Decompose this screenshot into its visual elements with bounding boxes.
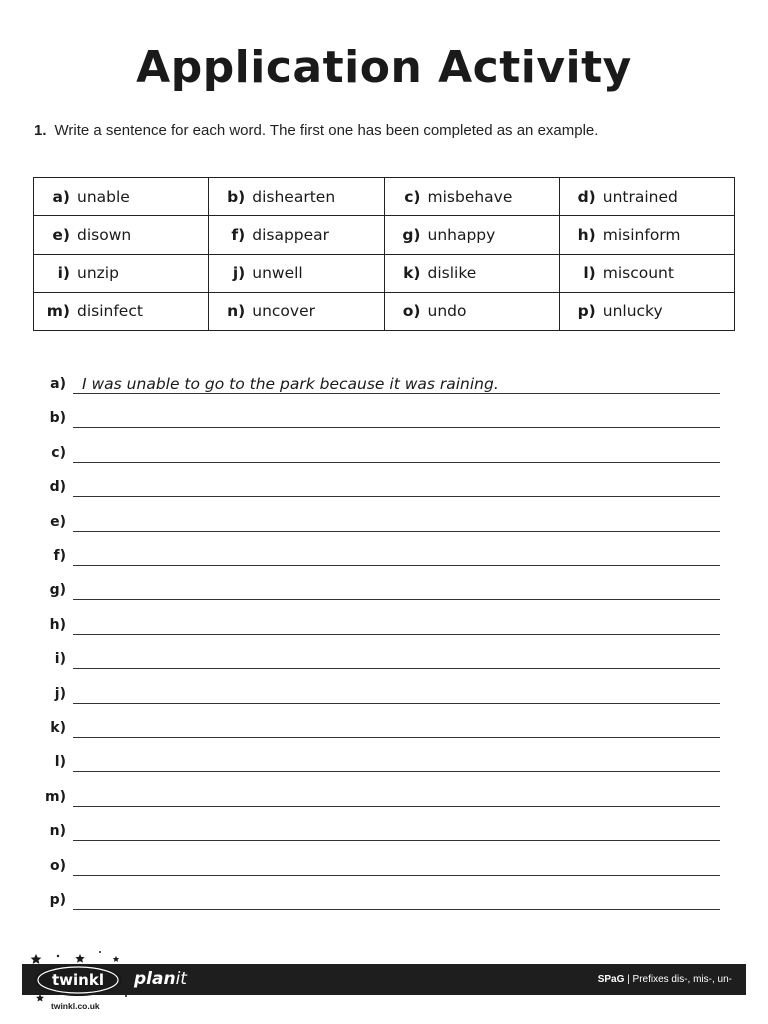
word-letter: k)	[403, 264, 421, 283]
word-table-row	[34, 216, 735, 254]
word-letter: i)	[57, 264, 70, 283]
answer-letter: b)	[49, 410, 66, 427]
answer-row	[0, 670, 768, 704]
word-cell	[384, 254, 559, 292]
answer-row	[0, 773, 768, 807]
answer-letter: l)	[54, 754, 66, 771]
word-text: unzip	[77, 264, 119, 283]
word-table-row	[34, 292, 735, 330]
answer-letter: i)	[54, 651, 66, 668]
word-letter: m)	[46, 302, 70, 321]
word-text: undo	[427, 302, 467, 321]
answer-row	[0, 566, 768, 600]
word-letter: h)	[577, 225, 596, 244]
word-text: miscount	[602, 264, 674, 283]
answer-letter: j)	[54, 685, 66, 702]
word-text: untrained	[602, 187, 678, 206]
word-letter: o)	[402, 302, 421, 321]
subject-label: SPaG	[597, 974, 625, 985]
answer-letter: n)	[49, 823, 66, 840]
word-cell	[559, 178, 734, 216]
answer-row	[0, 807, 768, 841]
word-cell	[34, 292, 209, 330]
word-letter: p)	[577, 302, 596, 321]
answer-row	[0, 532, 768, 566]
word-letter: g)	[402, 225, 421, 244]
answer-row	[0, 601, 768, 635]
word-cell	[209, 292, 384, 330]
word-cell	[559, 216, 734, 254]
word-table-row	[34, 254, 735, 292]
footer-topic	[598, 974, 732, 985]
answer-letter: e)	[50, 513, 66, 530]
answer-letter: g)	[49, 582, 66, 599]
word-cell	[34, 216, 209, 254]
word-text: disown	[77, 225, 132, 244]
word-cell	[34, 254, 209, 292]
answer-row	[0, 738, 768, 772]
word-table	[33, 177, 735, 331]
twinkl-logo	[28, 950, 132, 1006]
planit-plan: plan	[134, 969, 176, 989]
page-title: Application Activity	[136, 42, 632, 93]
planit-brand	[134, 969, 187, 989]
answer-row	[0, 498, 768, 532]
answer-letter: a)	[50, 376, 66, 392]
word-cell	[559, 292, 734, 330]
answer-line[interactable]	[73, 909, 720, 910]
word-cell	[559, 254, 734, 292]
word-text: unhappy	[427, 225, 496, 244]
answer-row	[0, 360, 768, 394]
answer-row	[0, 463, 768, 497]
word-cell	[209, 178, 384, 216]
word-cell	[209, 216, 384, 254]
answer-row	[0, 842, 768, 876]
word-text: unwell	[252, 264, 303, 283]
word-text: unlucky	[602, 302, 663, 321]
word-text: misbehave	[427, 187, 513, 206]
answer-text: I was unable to go to the park because it was raining.	[82, 375, 499, 393]
website-text: twinkl.co.uk	[51, 1001, 100, 1011]
answer-letter: k)	[50, 720, 66, 736]
word-cell	[384, 216, 559, 254]
word-cell	[384, 178, 559, 216]
instruction-text: Write a sentence for each word. The first one has been completed as an example.	[54, 122, 599, 139]
word-letter: c)	[404, 187, 421, 206]
word-text: disappear	[252, 225, 330, 244]
answer-row	[0, 876, 768, 910]
answer-letter: p)	[49, 892, 66, 908]
planit-it: it	[175, 969, 187, 989]
word-letter: a)	[52, 187, 70, 206]
word-text: unable	[77, 187, 130, 206]
logo-text: twinkl	[52, 971, 104, 989]
word-text: misinform	[602, 225, 681, 244]
answer-letter: c)	[51, 444, 66, 461]
question-number: 1.	[34, 122, 47, 139]
answer-letter: f)	[53, 548, 66, 564]
answer-letter: m)	[45, 788, 66, 805]
word-letter: d)	[577, 187, 596, 206]
answer-letter: d)	[49, 479, 66, 496]
word-cell	[384, 292, 559, 330]
word-letter: n)	[227, 302, 246, 321]
word-text: uncover	[252, 302, 315, 321]
answer-letter: h)	[49, 616, 66, 633]
word-table-row	[34, 178, 735, 216]
word-letter: j)	[232, 264, 246, 283]
answer-row	[0, 394, 768, 428]
word-letter: f)	[231, 225, 246, 244]
word-cell	[34, 178, 209, 216]
word-text: dishearten	[252, 187, 336, 206]
answer-row	[0, 704, 768, 738]
answer-row	[0, 635, 768, 669]
word-text: disinfect	[77, 302, 143, 321]
answer-letter: o)	[49, 857, 66, 874]
instruction	[34, 122, 598, 139]
word-letter: l)	[583, 264, 596, 283]
word-text: dislike	[427, 264, 477, 283]
topic-label: | Prefixes dis-, mis-, un-	[627, 974, 732, 985]
word-letter: e)	[52, 225, 70, 244]
word-cell	[209, 254, 384, 292]
word-letter: b)	[227, 187, 246, 206]
answer-row	[0, 429, 768, 463]
